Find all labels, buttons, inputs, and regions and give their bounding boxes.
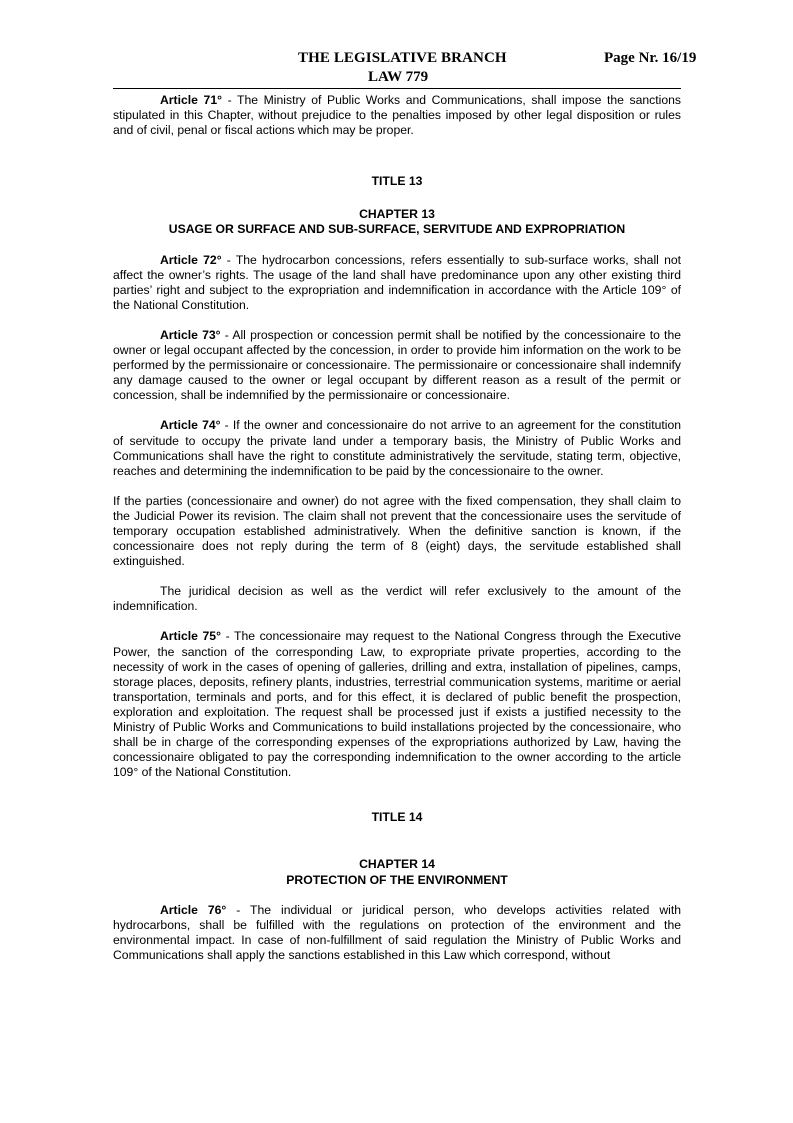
chapter-14: CHAPTER 14 bbox=[359, 857, 435, 872]
article-71 bbox=[113, 93, 681, 138]
article-72 bbox=[113, 253, 681, 313]
header-divider bbox=[113, 88, 681, 89]
article-74-paragraph-3: The juridical decision as well as the verdict will refer exclusively to the amount of the indemnification. bbox=[113, 584, 681, 614]
title-14: TITLE 14 bbox=[371, 810, 423, 825]
chapter-14-name: PROTECTION OF THE ENVIRONMENT bbox=[286, 872, 508, 887]
article-71-text: - The Ministry of Public Works and Communications, shall impose the sanctions stipulated in this Chapter, without prejudice to the penalties imposed by other legal disposition or rules and of civil, penal or fiscal actions which may be proper. bbox=[113, 93, 681, 138]
article-75 bbox=[113, 629, 681, 780]
article-72-label: Article 72° bbox=[160, 252, 222, 267]
article-73-text: - All prospection or concession permit shall be notified by the concessionaire to the owner or legal occupant affected by the concession, in order to provide him information on the work to be performed by the permissionaire or concessionaire. The permissionaire or concessionaire shall indemnify any damage caused to the owner or legal occupant by different reason as a result of the permit or concession, shall be indemnified by the permissionaire or concessionaire. bbox=[113, 327, 682, 403]
article-75-text: - The concessionaire may request to the National Congress through the Executive Power, the sanction of the corresponding Law, to expropriate private properties, according to the necessity of work in the cases of opening of galleries, drilling and extra, installation of pipelines, camps, storage places, deposits, refinery plants, industries, terrestrial communication systems, maritime or aerial transportation, terminals and ports, and for this effect, it is declared of public benefit the prospection, exploration and exploitation. The request shall be processed just if exists a justified necessity to the Ministry of Public Works and Communications to build installations projected by the concessionaire, who shall be in charge of the corresponding expenses of the expropriations authorized by Law, having the concessionaire obligated to pay the corresponding indemnification to the owner according to the article 109° of the National Constitution. bbox=[113, 629, 682, 780]
article-76-label: Article 76° bbox=[160, 902, 227, 917]
header-title: THE LEGISLATIVE BRANCH bbox=[298, 50, 507, 66]
article-71-label: Article 71° bbox=[160, 93, 222, 107]
article-76 bbox=[113, 903, 681, 963]
article-74-text: - If the owner and concessionaire do not arrive to an agreement for the constitution of servitude to occupy the private land under a temporary basis, the Ministry of Public Works and Communications shall have the right to constitute administratively the servitude, stating term, objective, reaches and determining the indemnification to be paid by the concessionaire to the owner. bbox=[113, 418, 682, 478]
article-74 bbox=[113, 418, 681, 478]
article-72-text: - The hydrocarbon concessions, refers essentially to sub-surface works, shall not affect the owner’s rights. The usage of the land shall have predominance upon any other existing third parties’ right and subject to the expropriation and indemnification in accordance with the Article 109° of the National Constitution. bbox=[113, 252, 682, 312]
header-law-number: LAW 779 bbox=[368, 69, 429, 85]
title-13: TITLE 13 bbox=[371, 174, 423, 189]
article-74-paragraph-2: If the parties (concessionaire and owner) do not agree with the fixed compensation, they shall claim to the Judicial Power its revision. The claim shall not prevent that the concessionaire uses the servitude of temporary occupation established administratively. When the definitive sanction is known, if the concessionaire does not reply during the term of 8 (eight) days, the servitude established shall extinguished. bbox=[113, 493, 681, 569]
article-73-label: Article 73° bbox=[160, 327, 221, 342]
article-75-label: Article 75° bbox=[160, 629, 221, 644]
page-number: Page Nr. 16/19 bbox=[604, 50, 697, 66]
chapter-13-name: USAGE OR SURFACE AND SUB-SURFACE, SERVITUDE AND EXPROPRIATION bbox=[168, 222, 626, 237]
article-74-label: Article 74° bbox=[160, 418, 221, 433]
article-73 bbox=[113, 328, 681, 403]
article-76-text: - The individual or juridical person, who develops activities related with hydrocarbons, shall be fulfilled with the regulations on protection of the environment and the environmental impact. In case of non-fulfillment of said regulation the Ministry of Public Works and Communications shall apply the sanctions established in this Law which correspond, without bbox=[113, 902, 681, 962]
document-body bbox=[113, 93, 681, 963]
chapter-13: CHAPTER 13 bbox=[359, 207, 435, 222]
